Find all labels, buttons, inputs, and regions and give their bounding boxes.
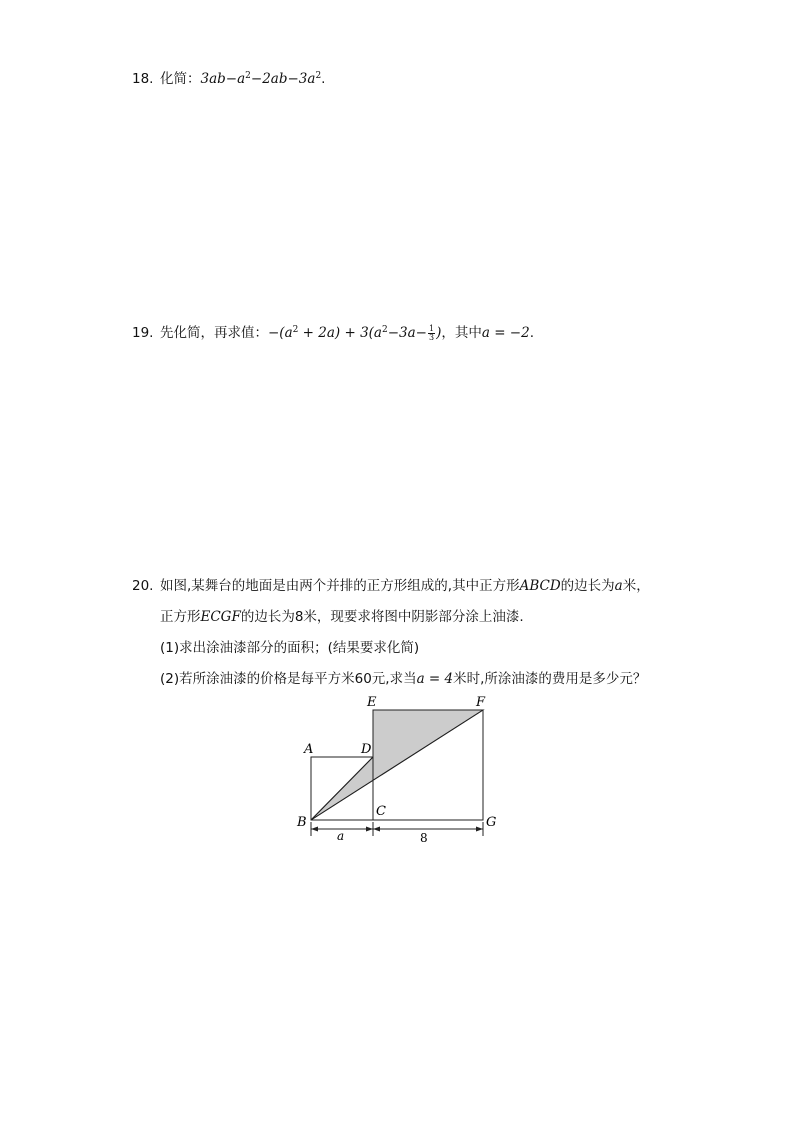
question-19: 19. 先化简，再求值：$-(a^2 + 2a) + 3(a^2-3a-$ $\frac{1}{3}$ )，其中a = −2.: [132, 324, 534, 342]
arrow: [311, 827, 318, 832]
question-label: 先化简，再求值：: [160, 325, 268, 341]
point-label-b: B: [297, 815, 307, 830]
condition-value: a = −2: [481, 325, 530, 341]
arrow: [476, 827, 483, 832]
point-label-a: A: [304, 742, 314, 757]
question-20-line2: 正方形ECGF的边长为8米，现要求将图中阴影部分涂上油漆.: [160, 609, 524, 625]
point-label-c: C: [376, 804, 386, 819]
segment-bd: [311, 757, 373, 820]
question-20-part2: (2)若所涂油漆的价格是每平方米60元,求当a = 4米时,所涂油漆的费用是多少元？: [160, 671, 647, 687]
expression-18: $3ab-a^2-2ab-3a^2$: [200, 71, 322, 87]
question-number: 20.: [132, 578, 154, 594]
dimension-label-a: a: [337, 829, 345, 843]
question-20-part1: (1)求出涂油漆部分的面积；(结果要求化简): [160, 640, 420, 656]
arrow: [373, 827, 380, 832]
point-label-d: D: [361, 742, 372, 757]
point-label-f: F: [476, 695, 486, 710]
question-number: 18.: [132, 71, 154, 87]
point-label-g: G: [486, 815, 497, 830]
question-number: 19.: [132, 325, 154, 341]
dimension-label-8: 8: [420, 831, 428, 845]
question-20: 20. 如图,某舞台的地面是由两个并排的正方形组成的,其中正方形ABCD的边长为a米，: [132, 578, 650, 594]
point-label-e: E: [367, 695, 377, 710]
question-label: 化简：: [160, 71, 201, 87]
question-18: 18. 化简：$3ab-a^2-2ab-3a^2$.: [132, 71, 326, 87]
arrow: [366, 827, 373, 832]
fraction-one-third: $\frac{1}{3}$: [428, 324, 435, 342]
expression-19: $-(a^2 + 2a) + 3(a^2-3a-$ $\frac{1}{3}$ ): [268, 324, 442, 342]
